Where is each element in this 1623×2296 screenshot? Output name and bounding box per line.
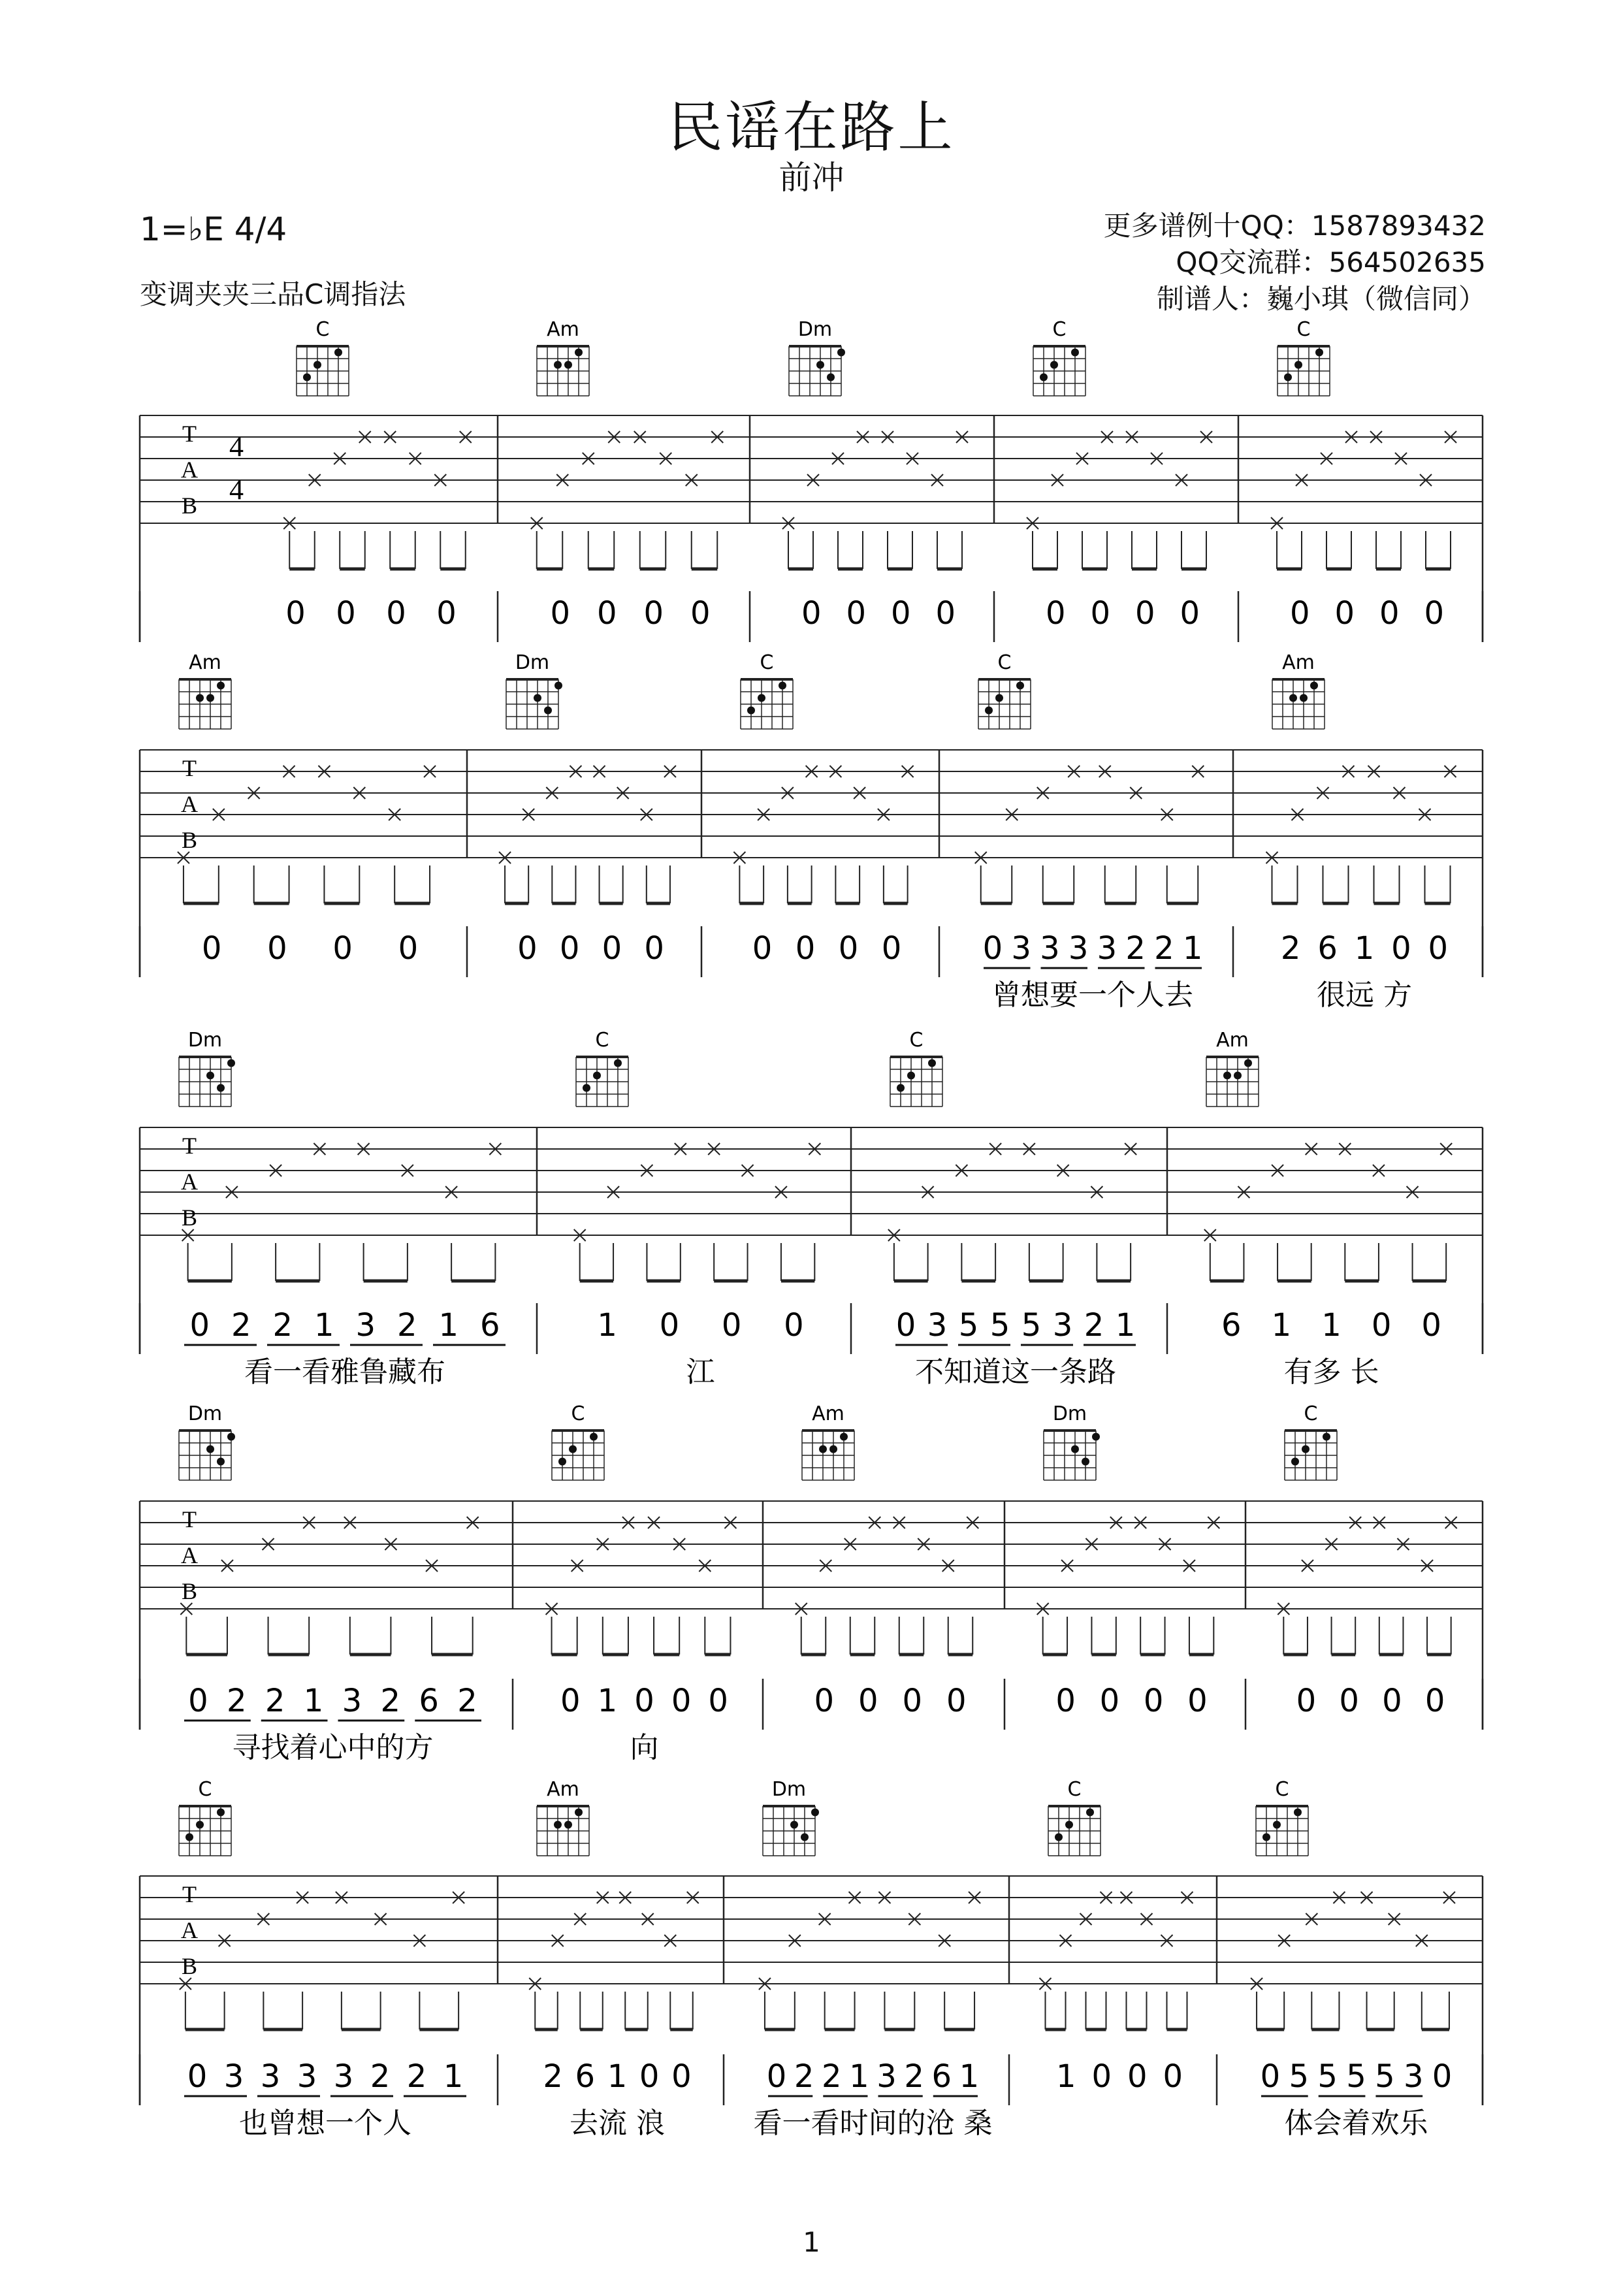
jianpu-note: 0 <box>596 595 617 632</box>
chord-name: Dm <box>1052 1402 1087 1425</box>
chord-dot <box>897 1084 905 1092</box>
chord-dot <box>907 1072 915 1080</box>
jianpu-note: 0 <box>801 595 822 632</box>
jianpu-note: 1 <box>597 1683 618 1719</box>
jianpu-note: 0 <box>1334 595 1355 632</box>
jianpu-note: 0 <box>1421 1307 1441 1344</box>
chord-dot <box>196 694 204 702</box>
jianpu-note: 0 <box>671 2058 692 2095</box>
jianpu-note: 2 <box>265 1683 285 1719</box>
jianpu-note: 0 <box>644 930 664 967</box>
chord-dot <box>1040 374 1048 381</box>
jianpu-note: 2 <box>227 1683 247 1719</box>
chord-diagram-dm <box>763 1778 819 1856</box>
chord-diagram-c <box>1285 1402 1337 1480</box>
chord-dot <box>206 1446 214 1453</box>
chord-dot <box>1055 1834 1063 1841</box>
chord-dot <box>227 1059 235 1067</box>
chord-diagram-am <box>179 651 231 729</box>
jianpu-note: 0 <box>550 595 571 632</box>
tab-clef-letter: A <box>181 1917 198 1943</box>
chord-name: Dm <box>797 318 833 341</box>
jianpu-note: 2 <box>406 2058 427 2095</box>
jianpu-note: 0 <box>336 595 356 632</box>
lyric-text: 江 <box>686 1355 715 1389</box>
chord-dot <box>1244 1059 1252 1067</box>
jianpu-note: 1 <box>438 1307 459 1344</box>
chord-name: C <box>1052 318 1067 341</box>
chord-dot <box>564 361 572 369</box>
chord-dot <box>1262 1834 1270 1841</box>
chord-dot <box>313 361 321 369</box>
jianpu-note: 0 <box>602 930 622 967</box>
lyric-text: 去流 浪 <box>570 2107 665 2140</box>
chord-dot <box>185 1834 193 1841</box>
chord-dot <box>1289 694 1297 702</box>
chord-dot <box>1071 349 1079 357</box>
jianpu-note: 0 <box>890 595 911 632</box>
tab-clef-letter: T <box>182 421 197 447</box>
jianpu-note: 5 <box>989 1307 1010 1344</box>
jianpu-note: 1 <box>303 1683 324 1719</box>
chord-name: C <box>315 318 330 341</box>
lyric-text: 看一看时间的沧 桑 <box>753 2107 993 2140</box>
chord-name: Dm <box>515 651 550 674</box>
jianpu-note: 0 <box>784 1307 804 1344</box>
jianpu-note: 0 <box>332 930 353 967</box>
chord-dot <box>575 1809 583 1817</box>
jianpu-note: 0 <box>187 2058 208 2095</box>
jianpu-note: 0 <box>560 1683 581 1719</box>
chord-dot <box>819 1446 827 1453</box>
chord-name: Dm <box>187 1402 223 1425</box>
jianpu-note: 1 <box>313 1307 334 1344</box>
chord-name: C <box>595 1029 609 1052</box>
chord-diagram-c <box>978 651 1031 729</box>
chord-name: C <box>1067 1778 1082 1801</box>
jianpu-note: 1 <box>1115 1307 1136 1344</box>
jianpu-note: 0 <box>846 595 867 632</box>
tab-clef-letter: B <box>181 1953 198 1979</box>
tab-system <box>140 1402 1483 1764</box>
chord-diagram-c <box>179 1778 231 1856</box>
jianpu-note: 0 <box>1127 2058 1148 2095</box>
chord-name: C <box>1275 1778 1289 1801</box>
chord-name: C <box>1296 318 1311 341</box>
chord-dot <box>1291 1458 1299 1466</box>
lyric-text: 很远 方 <box>1317 978 1412 1012</box>
jianpu-note: 2 <box>380 1683 401 1719</box>
tab-system <box>140 1029 1483 1389</box>
jianpu-note: 5 <box>1289 2058 1310 2095</box>
chord-dot <box>1294 1809 1302 1817</box>
jianpu-note: 0 <box>1391 930 1411 967</box>
jianpu-note: 2 <box>272 1307 293 1344</box>
jianpu-note: 0 <box>814 1683 835 1719</box>
chord-dot <box>840 1433 848 1441</box>
jianpu-note: 0 <box>436 595 457 632</box>
jianpu-note: 0 <box>946 1683 967 1719</box>
jianpu-note: 0 <box>902 1683 923 1719</box>
jianpu-note: 0 <box>559 930 580 967</box>
jianpu-note: 2 <box>1125 930 1146 967</box>
tab-clef-letter: T <box>182 1881 197 1907</box>
jianpu-note: 5 <box>1346 2058 1366 2095</box>
chord-dot <box>1016 682 1024 690</box>
chord-diagram-c <box>576 1029 628 1107</box>
jianpu-note: 2 <box>543 2058 563 2095</box>
jianpu-note: 3 <box>1097 930 1117 967</box>
jianpu-note: 0 <box>201 930 222 967</box>
jianpu-note: 1 <box>1271 1307 1292 1344</box>
info-line: 制谱人：巍小琪（微信同） <box>1156 283 1486 315</box>
chord-dot <box>217 1809 225 1817</box>
jianpu-note: 0 <box>639 2058 660 2095</box>
chord-dot <box>928 1059 936 1067</box>
chord-dot <box>829 1446 837 1453</box>
chord-dot <box>1223 1072 1231 1080</box>
tab-clef-letter: A <box>181 791 198 817</box>
chord-diagram-c <box>1033 318 1085 396</box>
jianpu-note: 0 <box>1143 1683 1164 1719</box>
jianpu-note: 0 <box>1339 1683 1359 1719</box>
chord-name: Am <box>1216 1029 1249 1052</box>
chord-dot <box>1071 1446 1079 1453</box>
lyric-text: 有多 长 <box>1283 1355 1379 1389</box>
jianpu-note: 6 <box>479 1307 500 1344</box>
chord-dot <box>1302 1446 1310 1453</box>
chord-dot <box>1082 1458 1089 1466</box>
chord-dot <box>534 694 541 702</box>
capo-note: 变调夹夹三品C调指法 <box>140 278 406 310</box>
jianpu-note: 1 <box>443 2058 464 2095</box>
chord-dot <box>614 1059 622 1067</box>
lyric-text: 看一看雅鲁藏布 <box>244 1355 445 1389</box>
info-line: 更多谱例十QQ：1587893432 <box>1103 210 1486 242</box>
jianpu-note: 0 <box>386 595 406 632</box>
jianpu-note: 0 <box>1187 1683 1208 1719</box>
chord-dot <box>217 1458 225 1466</box>
lyric-text: 不知道这一条路 <box>915 1355 1116 1389</box>
chord-diagram-c <box>890 1029 942 1107</box>
artist-name: 前冲 <box>779 159 844 197</box>
jianpu-note: 0 <box>188 1683 208 1719</box>
jianpu-note: 3 <box>355 1307 376 1344</box>
jianpu-note: 0 <box>671 1683 692 1719</box>
jianpu-note: 3 <box>297 2058 317 2095</box>
chord-dot <box>995 694 1003 702</box>
chord-name: C <box>1304 1402 1318 1425</box>
chord-name: Am <box>189 651 221 674</box>
tab-clef-letter: A <box>181 457 198 483</box>
chord-dot <box>303 374 311 381</box>
chord-dot <box>334 349 342 357</box>
jianpu-note: 2 <box>370 2058 391 2095</box>
jianpu-note: 0 <box>982 930 1003 967</box>
chord-dot <box>558 1458 566 1466</box>
jianpu-note: 0 <box>1055 1683 1076 1719</box>
time-signature-digit: 4 <box>229 474 244 506</box>
chord-name: Am <box>812 1402 844 1425</box>
chord-diagram-c <box>1048 1778 1101 1856</box>
chord-dot <box>779 682 786 690</box>
jianpu-note: 0 <box>1296 1683 1317 1719</box>
chord-dot <box>827 374 835 381</box>
tab-clef-letter: T <box>182 1133 197 1159</box>
tab-clef-letter: B <box>181 493 198 519</box>
jianpu-note: 5 <box>1021 1307 1042 1344</box>
chord-dot <box>227 1433 235 1441</box>
lyric-text: 寻找着心中的方 <box>232 1731 434 1764</box>
jianpu-note: 1 <box>1354 930 1375 967</box>
chord-dot <box>590 1433 598 1441</box>
chord-dot <box>593 1072 601 1080</box>
tab-clef-letter: B <box>181 827 198 853</box>
chord-name: Am <box>1282 651 1315 674</box>
jianpu-note: 3 <box>1052 1307 1073 1344</box>
chord-dot <box>811 1809 819 1817</box>
chord-name: Dm <box>187 1029 223 1052</box>
jianpu-note: 1 <box>1321 1307 1342 1344</box>
jianpu-note: 0 <box>643 595 664 632</box>
chord-name: Am <box>547 318 579 341</box>
jianpu-note: 1 <box>1182 930 1203 967</box>
jianpu-note: 0 <box>795 930 816 967</box>
jianpu-note: 0 <box>1091 2058 1112 2095</box>
jianpu-note: 0 <box>1428 930 1449 967</box>
jianpu-note: 2 <box>457 1683 477 1719</box>
chord-diagram-am <box>537 318 589 396</box>
jianpu-note: 0 <box>267 930 287 967</box>
chord-name: C <box>760 651 774 674</box>
chord-dot <box>747 707 755 715</box>
chord-diagram-dm <box>179 1029 235 1107</box>
time-signature-digit: 4 <box>229 430 244 462</box>
tab-system <box>140 1778 1483 2140</box>
chord-dot <box>1300 694 1308 702</box>
chord-dot <box>554 682 562 690</box>
jianpu-note: 2 <box>231 1307 251 1344</box>
chord-dot <box>1273 1821 1281 1829</box>
chord-diagram-dm <box>179 1402 235 1480</box>
chord-dot <box>837 349 845 357</box>
tab-system <box>140 651 1483 1012</box>
jianpu-note: 0 <box>838 930 859 967</box>
jianpu-note: 0 <box>721 1307 742 1344</box>
jianpu-note: 3 <box>260 2058 281 2095</box>
chord-diagram-am <box>802 1402 854 1480</box>
chord-dot <box>206 694 214 702</box>
chord-diagram-am <box>1272 651 1325 729</box>
info-line: QQ交流群：564502635 <box>1176 246 1486 278</box>
jianpu-note: 0 <box>1424 595 1445 632</box>
chord-name: C <box>997 651 1012 674</box>
jianpu-note: 2 <box>1280 930 1301 967</box>
song-title: 民谣在路上 <box>667 95 956 159</box>
jianpu-note: 2 <box>904 2058 924 2095</box>
jianpu-note: 0 <box>1180 595 1200 632</box>
jianpu-note: 3 <box>333 2058 354 2095</box>
chord-dot <box>1092 1433 1100 1441</box>
chord-diagram-dm <box>789 318 845 396</box>
chord-name: C <box>198 1778 212 1801</box>
jianpu-note: 2 <box>822 2058 842 2095</box>
chord-name: C <box>909 1029 924 1052</box>
jianpu-note: 1 <box>597 1307 617 1344</box>
chord-diagram-dm <box>1044 1402 1100 1480</box>
chord-dot <box>1050 361 1058 369</box>
jianpu-note: 0 <box>752 930 773 967</box>
jianpu-note: 3 <box>1068 930 1089 967</box>
jianpu-note: 6 <box>931 2058 952 2095</box>
chord-diagram-c <box>1256 1778 1308 1856</box>
chord-dot <box>217 1084 225 1092</box>
jianpu-note: 0 <box>1289 595 1310 632</box>
chord-diagram-c <box>552 1402 604 1480</box>
tab-clef-letter: T <box>182 755 197 781</box>
chord-dot <box>544 707 552 715</box>
jianpu-note: 0 <box>1432 2058 1453 2095</box>
jianpu-note: 0 <box>1260 2058 1281 2095</box>
jianpu-note: 0 <box>935 595 956 632</box>
jianpu-note: 6 <box>1221 1307 1242 1344</box>
chord-dot <box>816 361 824 369</box>
jianpu-note: 0 <box>1163 2058 1183 2095</box>
chord-diagram-dm <box>506 651 562 729</box>
lyric-text: 向 <box>630 1731 659 1764</box>
chord-dot <box>569 1446 577 1453</box>
jianpu-note: 0 <box>766 2058 787 2095</box>
chord-diagram-c <box>1278 318 1330 396</box>
chord-dot <box>1284 374 1292 381</box>
chord-dot <box>758 694 765 702</box>
chord-diagram-am <box>1206 1029 1259 1107</box>
jianpu-note: 0 <box>1134 595 1155 632</box>
jianpu-note: 0 <box>189 1307 210 1344</box>
jianpu-note: 6 <box>575 2058 596 2095</box>
jianpu-note: 3 <box>223 2058 244 2095</box>
jianpu-note: 0 <box>285 595 306 632</box>
jianpu-note: 0 <box>858 1683 878 1719</box>
jianpu-note: 0 <box>1382 1683 1402 1719</box>
jianpu-note: 1 <box>849 2058 869 2095</box>
chord-name: Dm <box>771 1778 807 1801</box>
chord-dot <box>801 1834 809 1841</box>
chord-dot <box>1065 1821 1073 1829</box>
chord-dot <box>564 1821 572 1829</box>
key-signature: 1=♭E 4/4 <box>140 210 287 248</box>
jianpu-note: 2 <box>1084 1307 1104 1344</box>
jianpu-note: 0 <box>1371 1307 1392 1344</box>
chord-dot <box>1315 349 1323 357</box>
jianpu-note: 3 <box>342 1683 362 1719</box>
jianpu-note: 0 <box>634 1683 654 1719</box>
lyric-text: 体会着欢乐 <box>1284 2107 1428 2140</box>
jianpu-note: 0 <box>659 1307 680 1344</box>
jianpu-note: 1 <box>1055 2058 1076 2095</box>
chord-dot <box>554 361 562 369</box>
chord-dot <box>1234 1072 1242 1080</box>
jianpu-note: 0 <box>895 1307 916 1344</box>
tab-clef-letter: A <box>181 1169 198 1195</box>
jianpu-note: 6 <box>419 1683 439 1719</box>
chord-diagram-c <box>297 318 349 396</box>
chord-dot <box>1086 1809 1094 1817</box>
chord-diagram-c <box>741 651 793 729</box>
jianpu-note: 0 <box>690 595 711 632</box>
jianpu-note: 0 <box>1090 595 1111 632</box>
jianpu-note: 5 <box>1317 2058 1338 2095</box>
tab-clef-letter: A <box>181 1542 198 1568</box>
jianpu-note: 0 <box>708 1683 728 1719</box>
chord-diagram-am <box>537 1778 589 1856</box>
jianpu-note: 6 <box>1317 930 1338 967</box>
chord-dot <box>206 1072 214 1080</box>
lyric-text: 曾想要一个人去 <box>992 978 1193 1012</box>
page-number: 1 <box>803 2226 820 2258</box>
jianpu-note: 0 <box>517 930 538 967</box>
jianpu-note: 1 <box>607 2058 628 2095</box>
chord-dot <box>554 1821 562 1829</box>
jianpu-note: 2 <box>794 2058 814 2095</box>
chord-dot <box>583 1084 590 1092</box>
jianpu-note: 1 <box>959 2058 980 2095</box>
jianpu-note: 5 <box>1375 2058 1395 2095</box>
jianpu-note: 0 <box>881 930 902 967</box>
jianpu-note: 2 <box>396 1307 417 1344</box>
chord-name: C <box>571 1402 585 1425</box>
tab-system <box>140 318 1483 642</box>
chord-dot <box>196 1821 204 1829</box>
chord-dot <box>1323 1433 1330 1441</box>
tab-clef-letter: B <box>181 1205 198 1231</box>
jianpu-note: 0 <box>1424 1683 1445 1719</box>
chord-dot <box>790 1821 798 1829</box>
jianpu-note: 3 <box>1403 2058 1424 2095</box>
jianpu-note: 3 <box>876 2058 897 2095</box>
jianpu-note: 0 <box>1099 1683 1120 1719</box>
chord-name: Am <box>547 1778 579 1801</box>
chord-dot <box>985 707 993 715</box>
jianpu-note: 3 <box>1011 930 1031 967</box>
jianpu-note: 2 <box>1154 930 1174 967</box>
chord-dot <box>1310 682 1318 690</box>
jianpu-note: 0 <box>1379 595 1400 632</box>
chord-dot <box>1294 361 1302 369</box>
chord-dot <box>217 682 225 690</box>
tab-clef-letter: T <box>182 1506 197 1532</box>
tab-clef-letter: B <box>181 1578 198 1604</box>
jianpu-note: 0 <box>1045 595 1066 632</box>
lyric-text: 也曾想一个人 <box>239 2107 411 2140</box>
chord-dot <box>575 349 583 357</box>
jianpu-note: 0 <box>398 930 419 967</box>
jianpu-note: 3 <box>927 1307 948 1344</box>
jianpu-note: 3 <box>1040 930 1060 967</box>
jianpu-note: 5 <box>958 1307 979 1344</box>
